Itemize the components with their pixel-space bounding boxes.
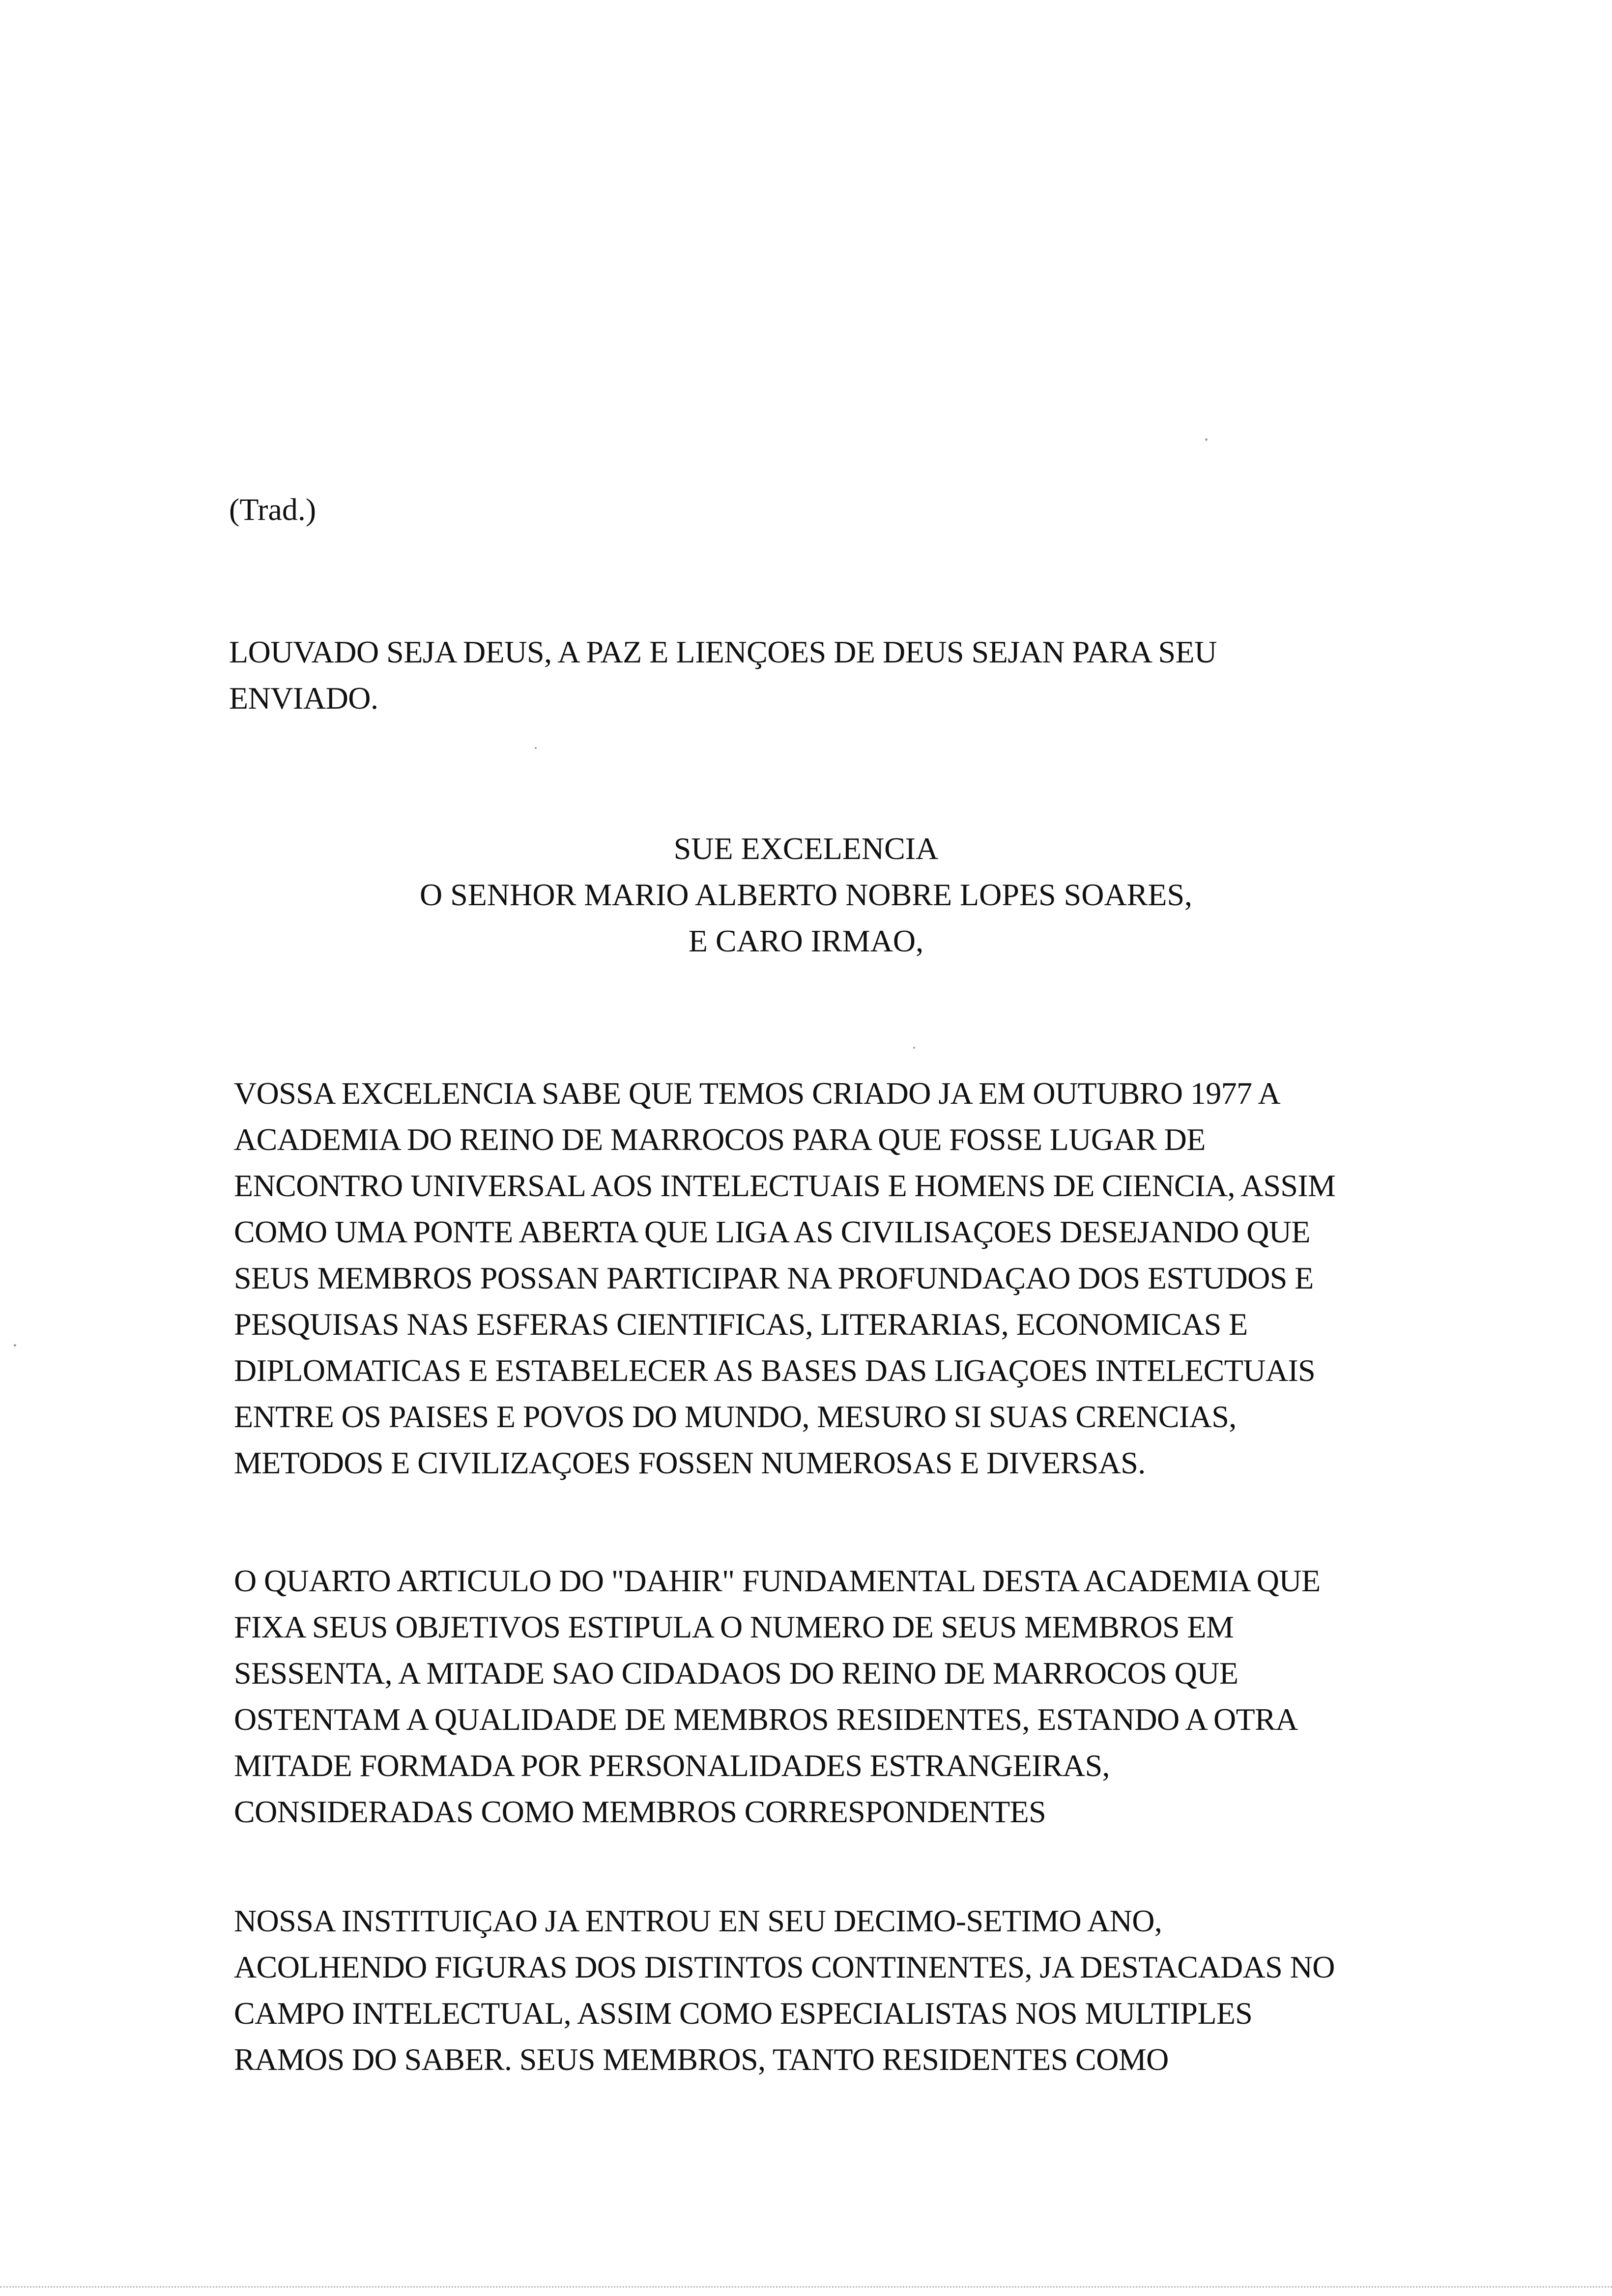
scan-speck	[535, 747, 537, 749]
body-paragraph-2	[234, 1558, 1443, 1835]
body-paragraph-3	[234, 1898, 1443, 2083]
text-line: CAMPO INTELECTUAL, ASSIM COMO ESPECIALISTAS NOS MULTIPLES	[234, 1996, 1253, 2031]
addressee-line: O SENHOR MARIO ALBERTO NOBRE LOPES SOARES,	[419, 877, 1193, 912]
scan-speck	[14, 1344, 16, 1347]
salutation-line: LOUVADO SEJA DEUS, A PAZ E LIENÇOES DE DEUS SEJAN PARA SEU	[229, 634, 1217, 669]
text-line: SEUS MEMBROS POSSAN PARTICIPAR NA PROFUNDAÇAO DOS ESTUDOS E	[234, 1261, 1314, 1295]
text-line: NOSSA INSTITUIÇAO JA ENTROU EN SEU DECIMO-SETIMO ANO,	[234, 1903, 1162, 1938]
salutation	[229, 629, 1409, 721]
addressee-line: SUE EXCELENCIA	[673, 831, 939, 866]
text-line: METODOS E CIVILIZAÇOES FOSSEN NUMEROSAS E DIVERSAS.	[234, 1445, 1146, 1480]
text-line: VOSSA EXCELENCIA SABE QUE TEMOS CRIADO JA EM OUTUBRO 1977 A	[234, 1076, 1280, 1111]
text-line: RAMOS DO SABER. SEUS MEMBROS, TANTO RESIDENTES COMO	[234, 2042, 1169, 2077]
text-line: ENTRE OS PAISES E POVOS DO MUNDO, MESURO SI SUAS CRENCIAS,	[234, 1399, 1237, 1434]
text-line: CONSIDERADAS COMO MEMBROS CORRESPONDENTES	[234, 1794, 1046, 1829]
text-line: OSTENTAM A QUALIDADE DE MEMBROS RESIDENTES, ESTANDO A OTRA	[234, 1702, 1298, 1737]
salutation-line: ENVIADO.	[229, 681, 378, 716]
text-line: MITADE FORMADA POR PERSONALIDADES ESTRANGEIRAS,	[234, 1748, 1110, 1783]
scan-speck	[913, 1047, 915, 1049]
scan-speck	[1205, 438, 1208, 441]
body-paragraph-1	[234, 1070, 1443, 1486]
addressee-line: E CARO IRMAO,	[688, 923, 924, 958]
text-line: O QUARTO ARTICULO DO "DAHIR" FUNDAMENTAL DESTA ACADEMIA QUE	[234, 1563, 1321, 1598]
page-bottom-edge	[0, 2286, 1612, 2288]
text-line: ENCONTRO UNIVERSAL AOS INTELECTUAIS E HOMENS DE CIENCIA, ASSIM	[234, 1168, 1336, 1203]
addressee-block	[246, 826, 1366, 964]
text-line: COMO UMA PONTE ABERTA QUE LIGA AS CIVILISAÇOES DESEJANDO QUE	[234, 1214, 1310, 1249]
text-line: DIPLOMATICAS E ESTABELECER AS BASES DAS LIGAÇOES INTELECTUAIS	[234, 1353, 1316, 1388]
translation-marker: (Trad.)	[229, 492, 317, 527]
text-line: SESSENTA, A MITADE SAO CIDADAOS DO REINO DE MARROCOS QUE	[234, 1656, 1238, 1691]
text-line: ACADEMIA DO REINO DE MARROCOS PARA QUE FOSSE LUGAR DE	[234, 1122, 1206, 1157]
text-line: FIXA SEUS OBJETIVOS ESTIPULA O NUMERO DE SEUS MEMBROS EM	[234, 1609, 1234, 1644]
text-line: ACOLHENDO FIGURAS DOS DISTINTOS CONTINENTES, JA DESTACADAS NO	[234, 1950, 1335, 1984]
text-line: PESQUISAS NAS ESFERAS CIENTIFICAS, LITERARIAS, ECONOMICAS E	[234, 1307, 1248, 1342]
